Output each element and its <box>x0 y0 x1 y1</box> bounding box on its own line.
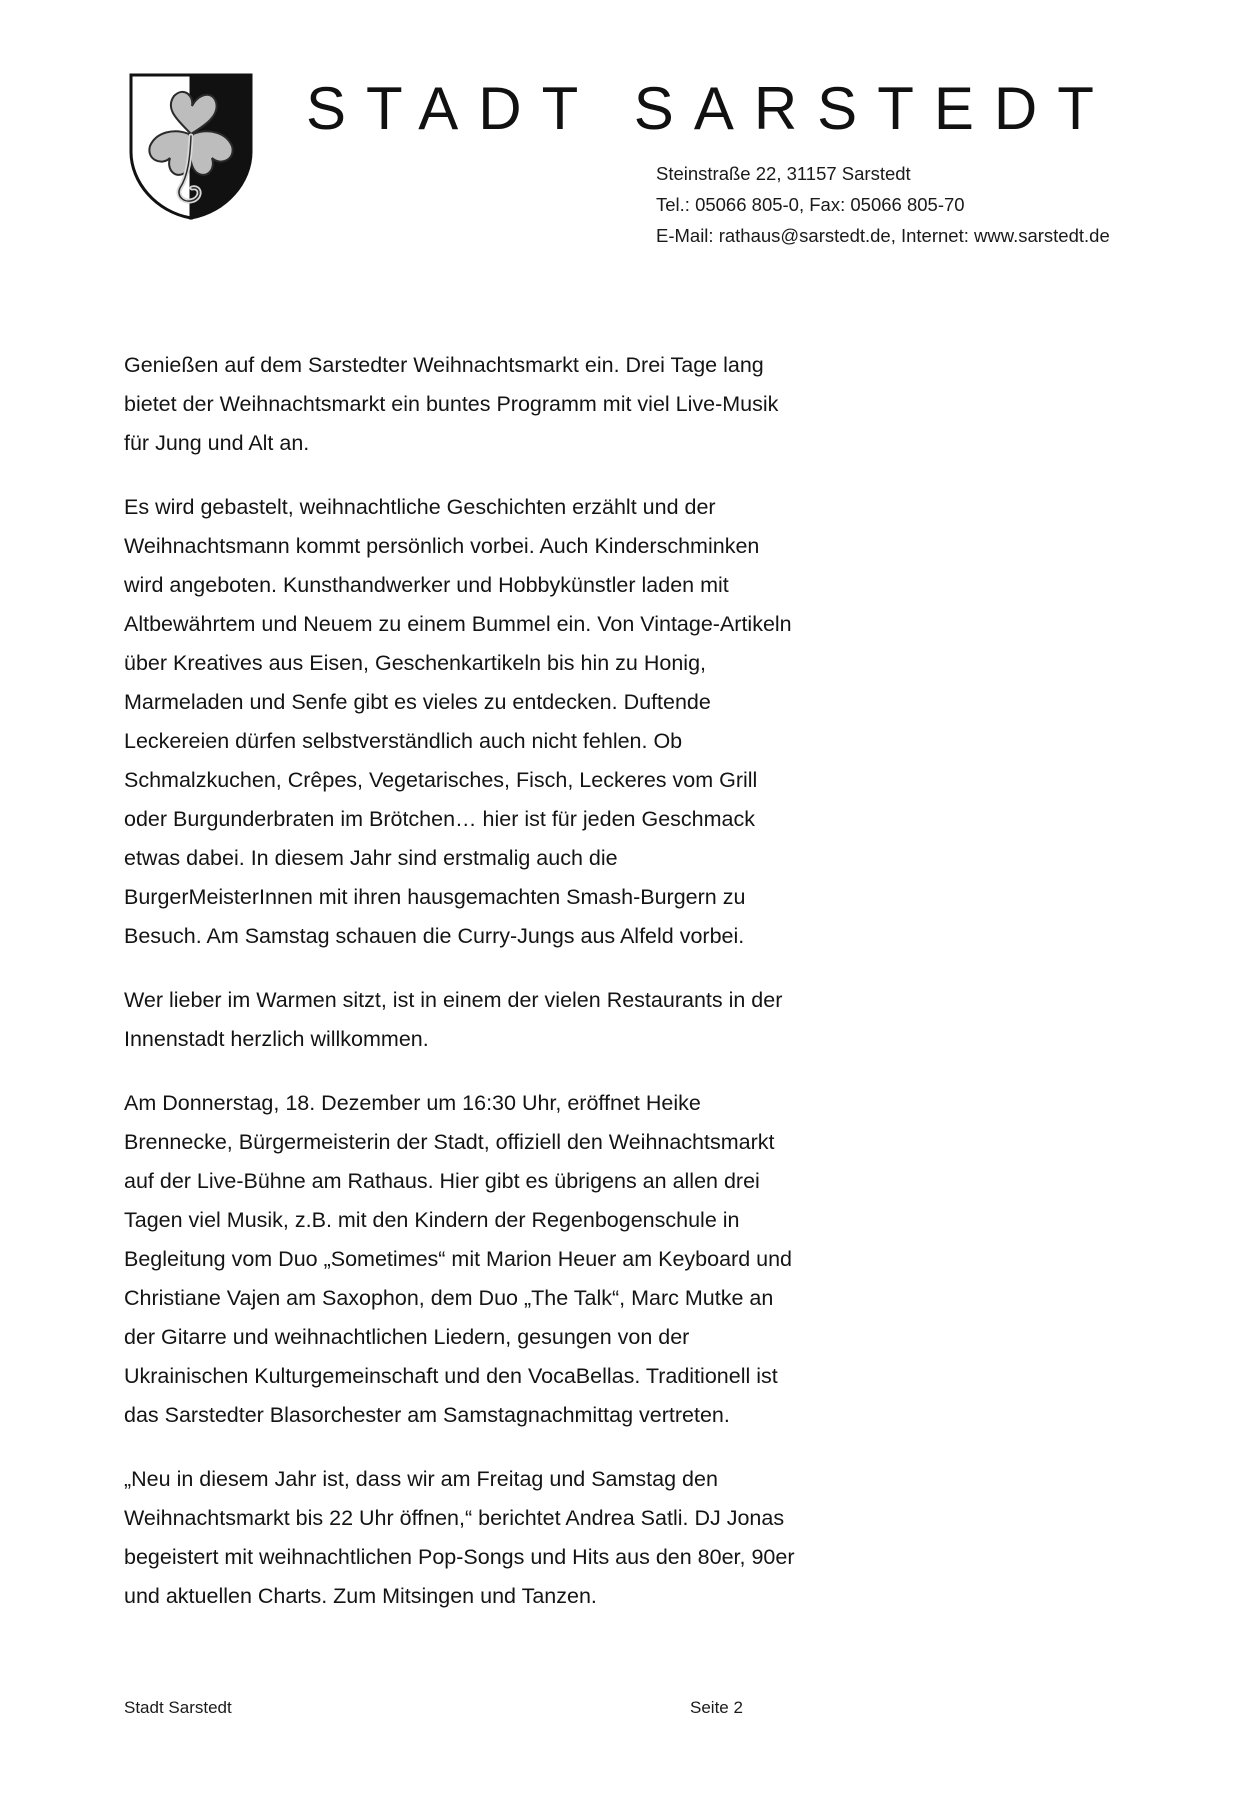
address-email-web: E-Mail: rathaus@sarstedt.de, Internet: www.sarstedt.de <box>656 225 1110 246</box>
paragraph: „Neu in diesem Jahr ist, dass wir am Freitag und Samstag den Weihnachtsmarkt bis 22 Uhr öffnen,“ berichtet Andrea Satli. DJ Jonas begeistert mit weihnachtlichen Pop-Songs und Hits aus den 80er, 90er und aktuellen Charts. Zum Mitsingen und Tanzen. <box>124 1467 795 1608</box>
address-block <box>656 158 1110 251</box>
city-title: STADT SARSTEDT <box>306 75 1114 142</box>
paragraph: Es wird gebastelt, weihnachtliche Geschichten erzählt und der Weihnachtsmann kommt persönlich vorbei. Auch Kinderschminken wird angeboten. Kunsthandwerker und Hobbykünstler laden mit Altbewährtem und Neuem zu einem Bummel ein. Von Vintage-Artikeln über Kreatives aus Eisen, Geschenkartikeln bis hin zu Honig, Marmeladen und Senfe gibt es vieles zu entdecken. Duftende Leckereien dürfen selbstverständlich auch nicht fehlen. Ob Schmalzkuchen, Crêpes, Vegetarisches, Fisch, Leckeres vom Grill oder Burgunderbraten im Brötchen… hier ist für jeden Geschmack etwas dabei. In diesem Jahr sind erstmalig auch die BurgerMeisterInnen mit ihren hausgemachten Smash-Burgern zu Besuch. Am Samstag schauen die Curry-Jungs aus Alfeld vorbei. <box>124 495 792 948</box>
paragraph: Am Donnerstag, 18. Dezember um 16:30 Uhr, eröffnet Heike Brennecke, Bürgermeisterin der Stadt, offiziell den Weihnachtsmarkt auf der Live-Bühne am Rathaus. Hier gibt es übrigens an allen drei Tagen viel Musik, z.B. mit den Kindern der Regenbogenschule in Begleitung vom Duo „Sometimes“ mit Marion Heuer am Keyboard und Christiane Vajen am Saxophon, dem Duo „The Talk“, Marc Mutke an der Gitarre und weihnachtlichen Liedern, gesungen von der Ukrainischen Kulturgemeinschaft und den VocaBellas. Traditionell ist das Sarstedter Blasorchester am Samstagnachmittag vertreten. <box>124 1091 792 1427</box>
footer-page-number: Seite 2 <box>690 1698 743 1717</box>
paragraph: Wer lieber im Warmen sitzt, ist in einem der vielen Restaurants in der Innenstadt herzlich willkommen. <box>124 988 783 1051</box>
footer-organization: Stadt Sarstedt <box>124 1698 232 1717</box>
address-phone-fax: Tel.: 05066 805-0, Fax: 05066 805-70 <box>656 194 965 215</box>
address-street: Steinstraße 22, 31157 Sarstedt <box>656 163 911 184</box>
coat-of-arms-clover-icon <box>128 72 254 222</box>
article-body <box>124 346 804 1641</box>
paragraph: Genießen auf dem Sarstedter Weihnachtsmarkt ein. Drei Tage lang bietet der Weihnachtsmarkt ein buntes Programm mit viel Live-Musik für Jung und Alt an. <box>124 353 779 455</box>
